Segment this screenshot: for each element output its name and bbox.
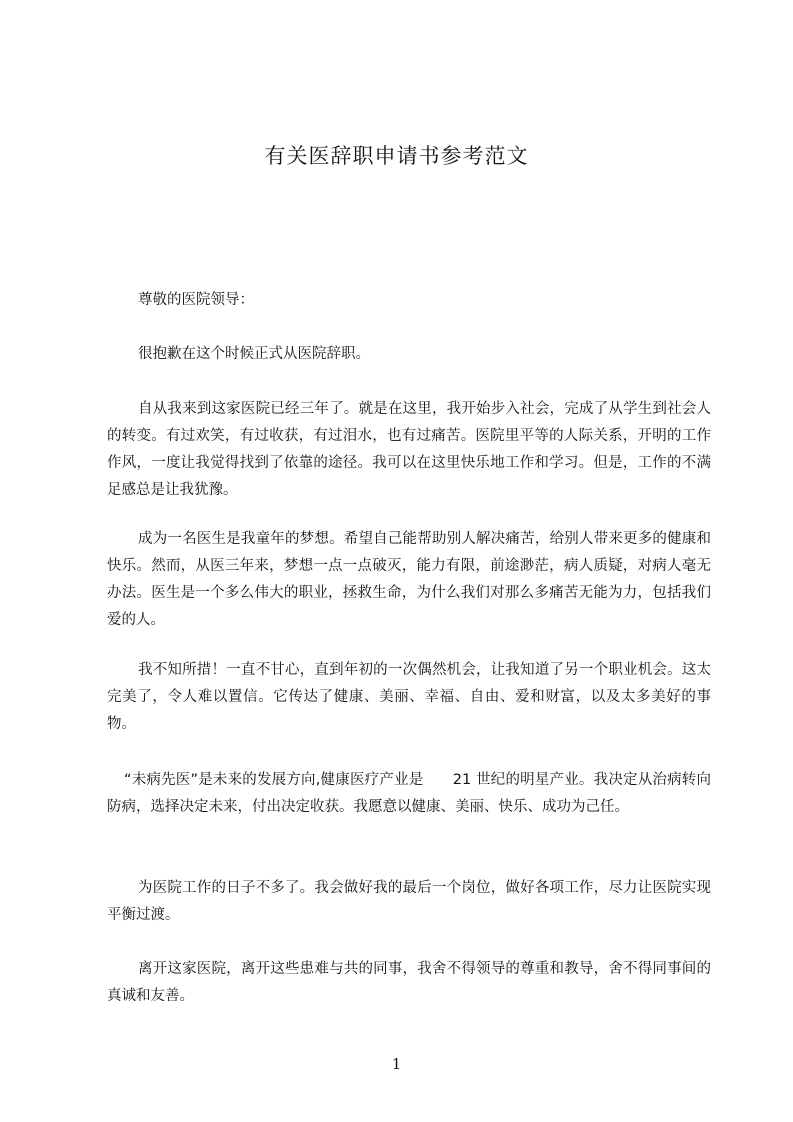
paragraph-handover: 为医院工作的日子不多了。我会做好我的最后一个岗位，做好各项工作，尽力让医院实现平衡过渡。 — [107, 880, 711, 923]
paragraph-farewell: 离开这家医院，离开这些患难与共的同事，我舍不得领导的尊重和教导，舍不得同事间的真诚和友善。 — [107, 961, 711, 1004]
page-number: 1 — [391, 1055, 402, 1073]
paragraph-childhood-dream: 成为一名医生是我童年的梦想。希望自己能帮助别人解决痛苦，给别人带来更多的健康和快乐。然而，从医三年来，梦想一点一点破灭，能力有限，前途渺茫，病人质疑，对病人毫无办法。医生是一个多么伟大的职业，拯救生命，为什么我们对那么多痛苦无能为力，包括我们爱的人。 — [107, 531, 711, 628]
paragraph-three-years: 自从我来到这家医院已经三年了。就是在这里，我开始步入社会，完成了从学生到社会人的转变。有过欢笑，有过收获，有过泪水，也有过痛苦。医院里平等的人际关系，开明的工作作风，一度让我觉得找到了依靠的途径。我可以在这里快乐地工作和学习。但是，工作的不满足感总是让我犹豫。 — [107, 401, 711, 498]
page-title: 有关医辞职申请书参考范文 — [264, 144, 529, 168]
paragraph-prevention: “未病先医”是未来的发展方向,健康医疗产业是 21 世纪的明星产业。我决定从治病转向防病，选择决定未来，付出决定收获。我愿意以健康、美丽、快乐、成功为己任。 — [107, 772, 711, 815]
salutation: 尊敬的医院领导： — [138, 292, 254, 308]
paragraph-apology: 很抱歉在这个时候正式从医院辞职。 — [138, 346, 370, 362]
paragraph-new-opportunity: 我不知所措！一直不甘心，直到年初的一次偶然机会，让我知道了另一个职业机会。这太完美了，令人难以置信。它传达了健康、美丽、幸福、自由、爱和财富，以及太多美好的事物。 — [107, 662, 711, 732]
